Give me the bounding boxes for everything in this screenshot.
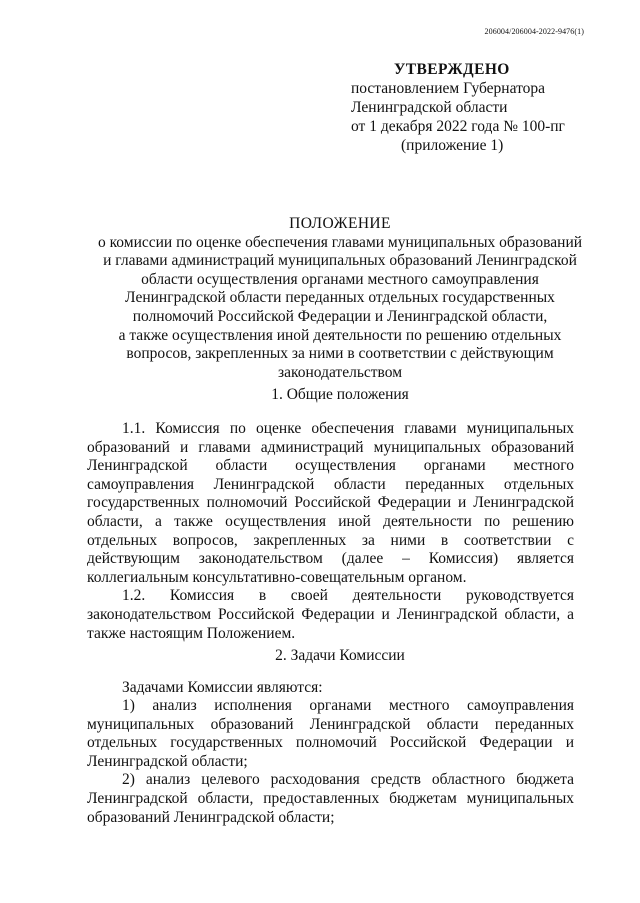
approval-appendix: (приложение 1) xyxy=(401,137,504,154)
title-line: области осуществления органами местного самоуправления xyxy=(141,270,539,288)
title-line: а также осуществления иной деятельности по решению отдельных xyxy=(118,326,562,344)
list-item: 2) анализ целевого расходования средств областного бюджета Ленинградской области, предоставленных бюджетам муниципальных образований Ленинградской области; xyxy=(87,771,574,826)
section-2-intro: Задачами Комиссии являются: xyxy=(122,679,323,696)
list-item: 1) анализ исполнения органами местного самоуправления муниципальных образований Ленинградской области переданных отдельных государственных полномочий Российской Федерации и Ленинградской области; xyxy=(87,697,574,770)
title-line: законодательством xyxy=(277,363,403,381)
title-line: Ленинградской области переданных отдельных государственных xyxy=(125,289,555,307)
approved-title: УТВЕРЖДЕНО xyxy=(394,61,510,78)
paragraph-1-1: 1.1. Комиссия по оценке обеспечения главами муниципальных образований и главами администраций муниципальных образований Ленинградской области осуществления органами местного самоуправления Ленинградской области переданных отдельных государственных полномочий Российской Федерации и Ленинградской области, а также осуществления иной деятельности по решению отдельных вопросов, закрепленных за ними в соответствии с действующим законодательством (далее – Комиссия) является коллегиальным консультативно-совещательным органом. xyxy=(87,420,574,586)
title-line: вопросов, закрепленных за ними в соответствии с действующим xyxy=(126,345,554,363)
paragraph-1-2: 1.2. Комиссия в своей деятельности руководствуется законодательством Российской Федерации и Ленинградской области, а также настоящим Положением. xyxy=(87,587,574,642)
section-1-body xyxy=(87,420,574,643)
document-title xyxy=(60,215,620,382)
approval-line-2: Ленинградской области xyxy=(351,99,508,116)
approval-line-1: постановлением Губернатора xyxy=(351,80,546,97)
approval-line-3: от 1 декабря 2022 года № 100-пг xyxy=(351,118,565,135)
section-2-list xyxy=(87,697,574,827)
section-1-heading: 1. Общие положения xyxy=(271,386,409,403)
title-line: полномочий Российской Федерации и Ленинградской области, xyxy=(132,307,548,325)
document-id: 206004/206004-2022-9476(1) xyxy=(484,27,584,36)
approval-stamp xyxy=(351,60,601,155)
section-2-heading: 2. Задачи Комиссии xyxy=(275,647,405,664)
title-line: о комиссии по оценке обеспечения главами муниципальных образований xyxy=(97,233,583,251)
title-word: ПОЛОЖЕНИЕ xyxy=(289,215,391,232)
title-line: и главами администраций муниципальных образований Ленинградской xyxy=(103,252,577,270)
